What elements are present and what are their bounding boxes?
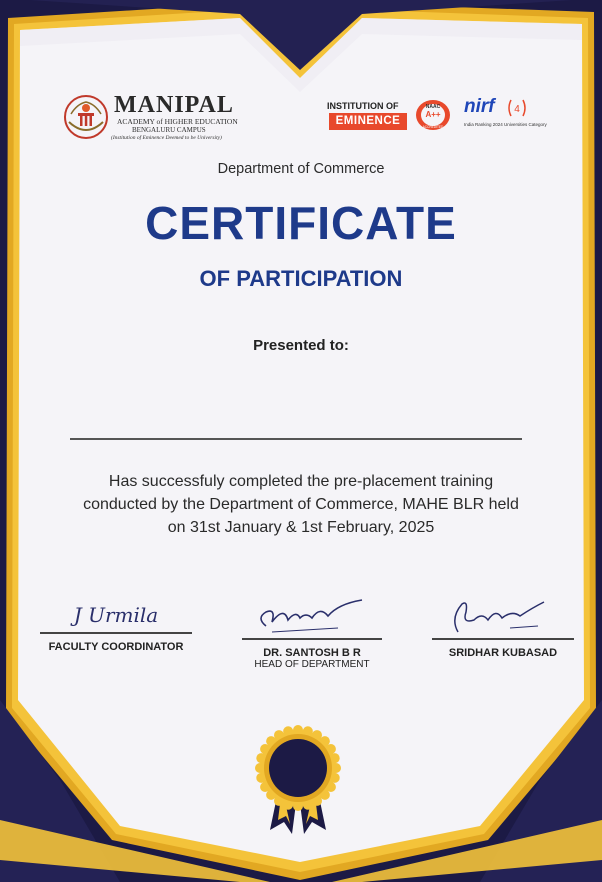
nirf-logo: nirf — [464, 96, 495, 117]
naac-badge-icon — [413, 99, 453, 131]
recipient-line — [70, 438, 522, 440]
institution-name: MANIPAL — [114, 92, 234, 118]
naac-sub: ACCREDITED — [422, 125, 444, 129]
institution-line1: ACADEMY of HIGHER EDUCATION — [117, 117, 238, 126]
signatory-3-name: SRIDHAR KUBASAD — [448, 646, 558, 659]
signature-1: J Urmila — [73, 603, 159, 627]
award-seal-icon — [252, 722, 344, 840]
signatory-2-role: HEAD OF DEPARTMENT — [254, 658, 370, 670]
certificate-title: CERTIFICATE — [145, 197, 457, 249]
body-line-1: Has successfuly completed the pre-placement training — [108, 473, 494, 490]
signature-2-icon — [242, 598, 382, 638]
signatory-1-name: FACULTY COORDINATOR — [48, 640, 184, 653]
certificate-body — [0, 470, 602, 539]
presented-to-label: Presented to: — [253, 337, 349, 354]
signature-line-1 — [40, 632, 192, 634]
nirf-rank-badge — [506, 98, 528, 118]
signatory-faculty-coordinator — [40, 598, 192, 653]
department-label: Department of Commerce — [217, 161, 385, 177]
certificate-subtitle: OF PARTICIPATION — [199, 266, 403, 291]
signatory-2-name: DR. SANTOSH B R — [263, 646, 361, 659]
signatory-sridhar — [432, 598, 574, 659]
institution-line2: BENGALURU CAMPUS — [132, 126, 206, 134]
naac-top: NAAC — [425, 104, 441, 110]
naac-grade: A++ — [425, 110, 441, 119]
body-line-2: conducted by the Department of Commerce, MAHE BLR held — [83, 496, 519, 513]
body-line-3: on 31st January & 1st February, 2025 — [167, 519, 435, 536]
nirf-caption: India Ranking 2024 Universities Category — [464, 122, 547, 127]
ioe-badge: EMINENCE — [329, 113, 407, 130]
institution-line3: (Institution of Eminence Deemed to be University) — [111, 135, 222, 141]
signature-3-icon — [432, 598, 574, 638]
signature-line-2 — [242, 638, 382, 640]
nirf-rank: 4 — [514, 104, 520, 115]
ioe-label: INSTITUTION OF — [327, 101, 399, 111]
manipal-emblem-icon — [63, 94, 109, 140]
signatory-head-of-department — [242, 598, 382, 670]
signature-line-3 — [432, 638, 574, 640]
